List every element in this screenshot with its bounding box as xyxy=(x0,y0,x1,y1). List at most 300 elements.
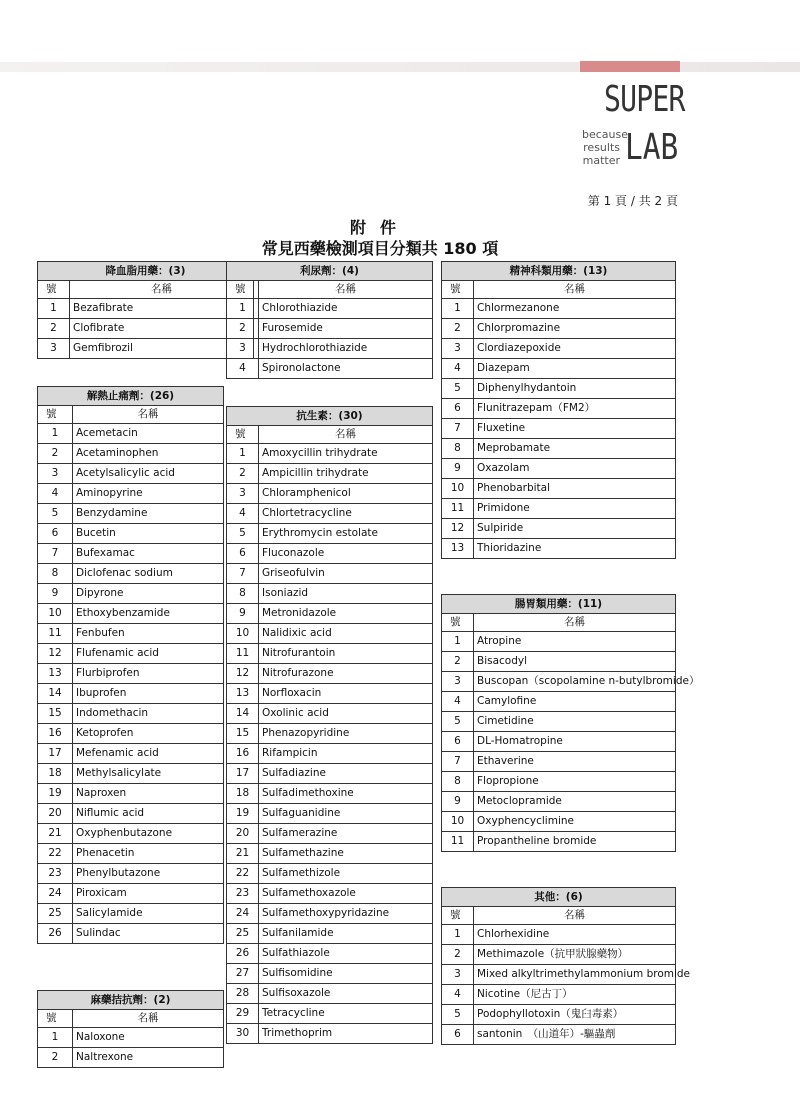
drug-name: Ethaverine xyxy=(474,752,676,772)
drug-name: Chlorpromazine xyxy=(474,319,676,339)
drug-name: Camylofine xyxy=(474,692,676,712)
table-row xyxy=(227,584,433,604)
drug-name: Sulfadimethoxine xyxy=(259,784,433,804)
table-row xyxy=(227,684,433,704)
item-number: 2 xyxy=(227,464,259,484)
table-row xyxy=(227,704,433,724)
drug-name: Methimazole（抗甲狀腺藥物） xyxy=(474,945,676,965)
drug-name: Rifampicin xyxy=(259,744,433,764)
column-header-name: 名稱 xyxy=(474,281,676,299)
item-number: 12 xyxy=(227,664,259,684)
table-row xyxy=(38,724,224,744)
table-row xyxy=(227,484,433,504)
table-row xyxy=(227,464,433,484)
table-row xyxy=(227,444,433,464)
table-row xyxy=(442,1025,676,1045)
item-number: 3 xyxy=(38,339,70,359)
drug-name: Sulfadiazine xyxy=(259,764,433,784)
table-row xyxy=(38,764,224,784)
table-row xyxy=(227,944,433,964)
table-row xyxy=(38,424,224,444)
drug-name: Flufenamic acid xyxy=(73,644,224,664)
item-number: 5 xyxy=(442,712,474,732)
item-number: 6 xyxy=(442,1025,474,1045)
drug-name: Nalidixic acid xyxy=(259,624,433,644)
drug-name: Furosemide xyxy=(259,319,433,339)
drug-name: Phenacetin xyxy=(73,844,224,864)
drug-name: Chlormezanone xyxy=(474,299,676,319)
item-number: 20 xyxy=(227,824,259,844)
item-number: 22 xyxy=(38,844,73,864)
item-number: 10 xyxy=(227,624,259,644)
tagline-line: matter xyxy=(582,154,620,167)
drug-name: Griseofulvin xyxy=(259,564,433,584)
drug-name: Ethoxybenzamide xyxy=(73,604,224,624)
category-title: 其他：(6) xyxy=(442,888,676,907)
table-row xyxy=(442,965,676,985)
drug-name: Sulfamethoxazole xyxy=(259,884,433,904)
drug-name: Gemfibrozil xyxy=(70,339,254,359)
table-row xyxy=(442,399,676,419)
item-number: 17 xyxy=(38,744,73,764)
item-number: 23 xyxy=(38,864,73,884)
drug-name: Acemetacin xyxy=(73,424,224,444)
category-title: 解熱止痛劑：(26) xyxy=(38,387,224,406)
item-number: 28 xyxy=(227,984,259,1004)
item-number: 5 xyxy=(442,1005,474,1025)
item-number: 1 xyxy=(38,424,73,444)
drug-name: Nitrofurazone xyxy=(259,664,433,684)
item-number: 13 xyxy=(38,664,73,684)
item-number: 16 xyxy=(38,724,73,744)
table-row xyxy=(442,652,676,672)
drug-name: Clofibrate xyxy=(70,319,254,339)
drug-name: Diphenylhydantoin xyxy=(474,379,676,399)
table-row xyxy=(227,824,433,844)
table-row xyxy=(227,724,433,744)
table-row xyxy=(38,624,224,644)
item-number: 6 xyxy=(442,399,474,419)
item-number: 8 xyxy=(442,439,474,459)
drug-name: Sulfamethizole xyxy=(259,864,433,884)
logo-super: SUPER xyxy=(604,79,685,120)
drug-name: santonin （山道年）-驅蟲劑 xyxy=(474,1025,676,1045)
drug-name: Phenobarbital xyxy=(474,479,676,499)
item-number: 4 xyxy=(442,359,474,379)
table-row xyxy=(227,624,433,644)
table-row xyxy=(38,484,224,504)
table-row xyxy=(38,804,224,824)
drug-name: Ampicillin trihydrate xyxy=(259,464,433,484)
item-number: 10 xyxy=(442,812,474,832)
table-row xyxy=(442,439,676,459)
table-row xyxy=(227,299,433,319)
logo-accent-bar xyxy=(580,61,680,72)
drug-name: Acetaminophen xyxy=(73,444,224,464)
tagline-line: because xyxy=(582,128,629,141)
table-row xyxy=(442,1005,676,1025)
item-number: 1 xyxy=(442,632,474,652)
item-number: 8 xyxy=(227,584,259,604)
item-number: 2 xyxy=(442,319,474,339)
item-number: 9 xyxy=(38,584,73,604)
item-number: 3 xyxy=(442,672,474,692)
table-row xyxy=(442,945,676,965)
table-row xyxy=(227,844,433,864)
drug-name: Dipyrone xyxy=(73,584,224,604)
drug-name: Piroxicam xyxy=(73,884,224,904)
drug-name: Chlortetracycline xyxy=(259,504,433,524)
item-number: 21 xyxy=(38,824,73,844)
tagline-line: results xyxy=(583,141,620,154)
column-header-name: 名稱 xyxy=(474,907,676,925)
table-row xyxy=(38,584,224,604)
table-row xyxy=(227,604,433,624)
item-number: 11 xyxy=(227,644,259,664)
drug-name: Sulfamerazine xyxy=(259,824,433,844)
table-row xyxy=(442,772,676,792)
drug-name: DL-Homatropine xyxy=(474,732,676,752)
table-row xyxy=(227,904,433,924)
item-number: 2 xyxy=(38,1048,73,1068)
drug-name: Flurbiprofen xyxy=(73,664,224,684)
table-row xyxy=(442,519,676,539)
table-row xyxy=(38,884,224,904)
drug-name: Oxyphenbutazone xyxy=(73,824,224,844)
page-indicator: 第 1 頁 / 共 2 頁 xyxy=(587,194,678,208)
category-title: 降血脂用藥：(3) xyxy=(38,262,254,281)
table-row xyxy=(442,712,676,732)
item-number: 1 xyxy=(227,444,259,464)
item-number: 3 xyxy=(442,339,474,359)
item-number: 7 xyxy=(38,544,73,564)
drug-name: Sulfamethazine xyxy=(259,844,433,864)
column-header-no: 號 xyxy=(38,281,70,299)
item-number: 5 xyxy=(227,524,259,544)
item-number: 30 xyxy=(227,1024,259,1044)
drug-name: Spironolactone xyxy=(259,359,433,379)
drug-name: Atropine xyxy=(474,632,676,652)
table-row xyxy=(442,672,676,692)
table-row xyxy=(442,985,676,1005)
drug-name: Oxolinic acid xyxy=(259,704,433,724)
item-number: 3 xyxy=(227,484,259,504)
table-row xyxy=(442,339,676,359)
item-number: 12 xyxy=(442,519,474,539)
drug-name: Cimetidine xyxy=(474,712,676,732)
item-number: 2 xyxy=(38,444,73,464)
table-row xyxy=(227,564,433,584)
document-subtitle: 附件 xyxy=(349,218,410,237)
item-number: 21 xyxy=(227,844,259,864)
item-number: 26 xyxy=(38,924,73,944)
category-title: 腸胃類用藥：(11) xyxy=(442,595,676,614)
drug-name: Phenazopyridine xyxy=(259,724,433,744)
item-number: 20 xyxy=(38,804,73,824)
item-number: 4 xyxy=(227,359,259,379)
item-number: 7 xyxy=(442,752,474,772)
drug-name: Mixed alkyltrimethylammonium bromide xyxy=(474,965,676,985)
item-number: 11 xyxy=(442,499,474,519)
table-row xyxy=(442,832,676,852)
table-row xyxy=(442,359,676,379)
table-row xyxy=(227,1024,433,1044)
drug-name: Sulfaguanidine xyxy=(259,804,433,824)
item-number: 16 xyxy=(227,744,259,764)
drug-name: Sulfisomidine xyxy=(259,964,433,984)
drug-name: Naloxone xyxy=(73,1028,224,1048)
category-title: 精神科類用藥：(13) xyxy=(442,262,676,281)
table-row xyxy=(38,524,224,544)
table-row xyxy=(38,664,224,684)
item-number: 7 xyxy=(227,564,259,584)
column-header-no: 號 xyxy=(442,907,474,925)
item-number: 9 xyxy=(442,792,474,812)
column-header-name: 名稱 xyxy=(73,406,224,424)
item-number: 18 xyxy=(227,784,259,804)
item-number: 7 xyxy=(442,419,474,439)
item-number: 10 xyxy=(38,604,73,624)
drug-name: Buscopan（scopolamine n-butylbromide） xyxy=(474,672,676,692)
table-row xyxy=(442,299,676,319)
drug-name: Ibuprofen xyxy=(73,684,224,704)
item-number: 6 xyxy=(442,732,474,752)
item-number: 24 xyxy=(38,884,73,904)
table-row xyxy=(38,684,224,704)
item-number: 15 xyxy=(227,724,259,744)
drug-name: Flopropione xyxy=(474,772,676,792)
drug-name: Trimethoprim xyxy=(259,1024,433,1044)
table-row xyxy=(38,319,254,339)
item-number: 29 xyxy=(227,1004,259,1024)
drug-name: Sulpiride xyxy=(474,519,676,539)
table-row xyxy=(38,1048,224,1068)
item-number: 18 xyxy=(38,764,73,784)
drug-name: Fenbufen xyxy=(73,624,224,644)
table-row xyxy=(38,1028,224,1048)
item-number: 24 xyxy=(227,904,259,924)
table-row xyxy=(442,792,676,812)
table-row xyxy=(38,904,224,924)
category-table-analgesic xyxy=(37,386,224,944)
item-number: 1 xyxy=(38,299,70,319)
item-number: 25 xyxy=(38,904,73,924)
table-row xyxy=(227,1004,433,1024)
item-number: 23 xyxy=(227,884,259,904)
drug-name: Isoniazid xyxy=(259,584,433,604)
item-number: 4 xyxy=(38,484,73,504)
table-row xyxy=(442,732,676,752)
category-table-other xyxy=(441,887,691,1045)
drug-name: Bezafibrate xyxy=(70,299,254,319)
drug-name: Salicylamide xyxy=(73,904,224,924)
column-header-name: 名稱 xyxy=(474,614,676,632)
drug-name: Sulfathiazole xyxy=(259,944,433,964)
drug-name: Primidone xyxy=(474,499,676,519)
item-number: 9 xyxy=(442,459,474,479)
item-number: 1 xyxy=(442,299,474,319)
drug-name: Methylsalicylate xyxy=(73,764,224,784)
column-header-no: 號 xyxy=(38,406,73,424)
column-header-name: 名稱 xyxy=(259,281,433,299)
logo-tagline xyxy=(582,128,629,167)
item-number: 11 xyxy=(442,832,474,852)
table-row xyxy=(227,544,433,564)
table-row xyxy=(227,864,433,884)
table-row xyxy=(38,544,224,564)
drug-name: Amoxycillin trihydrate xyxy=(259,444,433,464)
table-row xyxy=(442,539,676,559)
item-number: 15 xyxy=(38,704,73,724)
drug-name: Aminopyrine xyxy=(73,484,224,504)
item-number: 1 xyxy=(227,299,259,319)
table-row xyxy=(38,924,224,944)
category-title: 利尿劑：(4) xyxy=(227,262,433,281)
item-number: 5 xyxy=(38,504,73,524)
table-row xyxy=(38,744,224,764)
table-row xyxy=(227,784,433,804)
drug-name: Tetracycline xyxy=(259,1004,433,1024)
table-row xyxy=(38,339,254,359)
table-row xyxy=(227,644,433,664)
item-number: 6 xyxy=(227,544,259,564)
table-row xyxy=(442,812,676,832)
drug-name: Oxazolam xyxy=(474,459,676,479)
drug-name: Sulfisoxazole xyxy=(259,984,433,1004)
drug-name: Nicotine（尼古丁） xyxy=(474,985,676,1005)
drug-name: Chlorothiazide xyxy=(259,299,433,319)
table-row xyxy=(227,924,433,944)
drug-name: Thioridazine xyxy=(474,539,676,559)
column-header-no: 號 xyxy=(442,614,474,632)
column-header-name: 名稱 xyxy=(73,1010,224,1028)
item-number: 2 xyxy=(227,319,259,339)
drug-name: Metronidazole xyxy=(259,604,433,624)
item-number: 4 xyxy=(442,692,474,712)
table-row xyxy=(442,419,676,439)
column-header-name: 名稱 xyxy=(259,426,433,444)
item-number: 10 xyxy=(442,479,474,499)
table-row xyxy=(442,925,676,945)
drug-name: Bufexamac xyxy=(73,544,224,564)
table-row xyxy=(227,524,433,544)
drug-name: Hydrochlorothiazide xyxy=(259,339,433,359)
item-number: 19 xyxy=(38,784,73,804)
drug-name: Podophyllotoxin（鬼臼毒素） xyxy=(474,1005,676,1025)
logo-lab: LAB xyxy=(625,127,679,168)
drug-name: Naproxen xyxy=(73,784,224,804)
table-row xyxy=(227,339,433,359)
category-table-lipid xyxy=(37,261,254,359)
table-row xyxy=(38,844,224,864)
item-number: 17 xyxy=(227,764,259,784)
item-number: 14 xyxy=(227,704,259,724)
category-table-narcotic xyxy=(37,990,224,1068)
drug-name: Phenylbutazone xyxy=(73,864,224,884)
table-row xyxy=(227,804,433,824)
table-row xyxy=(38,824,224,844)
item-number: 14 xyxy=(38,684,73,704)
drug-name: Diclofenac sodium xyxy=(73,564,224,584)
table-row xyxy=(442,479,676,499)
drug-name: Oxyphencyclimine xyxy=(474,812,676,832)
table-row xyxy=(227,984,433,1004)
category-table-psych xyxy=(441,261,676,559)
item-number: 4 xyxy=(442,985,474,1005)
item-number: 27 xyxy=(227,964,259,984)
table-row xyxy=(442,379,676,399)
table-row xyxy=(227,964,433,984)
drug-name: Erythromycin estolate xyxy=(259,524,433,544)
item-number: 13 xyxy=(227,684,259,704)
item-number: 19 xyxy=(227,804,259,824)
drug-name: Flunitrazepam（FM2） xyxy=(474,399,676,419)
table-row xyxy=(38,704,224,724)
item-number: 9 xyxy=(227,604,259,624)
drug-name: Fluxetine xyxy=(474,419,676,439)
item-number: 8 xyxy=(442,772,474,792)
category-table-antibiotic xyxy=(226,406,433,1044)
item-number: 3 xyxy=(442,965,474,985)
table-row xyxy=(227,884,433,904)
item-number: 3 xyxy=(227,339,259,359)
table-row xyxy=(38,464,224,484)
table-row xyxy=(38,864,224,884)
category-table-diuretic xyxy=(226,261,433,379)
item-number: 11 xyxy=(38,624,73,644)
item-number: 12 xyxy=(38,644,73,664)
drug-name: Ketoprofen xyxy=(73,724,224,744)
table-row xyxy=(38,444,224,464)
drug-name: Nitrofurantoin xyxy=(259,644,433,664)
drug-name: Benzydamine xyxy=(73,504,224,524)
table-row xyxy=(227,319,433,339)
item-number: 25 xyxy=(227,924,259,944)
table-row xyxy=(227,504,433,524)
table-row xyxy=(38,564,224,584)
drug-name: Naltrexone xyxy=(73,1048,224,1068)
drug-name: Mefenamic acid xyxy=(73,744,224,764)
item-number: 2 xyxy=(442,652,474,672)
table-row xyxy=(442,752,676,772)
drug-name: Niflumic acid xyxy=(73,804,224,824)
drug-name: Sulfanilamide xyxy=(259,924,433,944)
table-row xyxy=(38,299,254,319)
table-row xyxy=(227,664,433,684)
category-table-gi xyxy=(441,594,700,852)
drug-name: Metoclopramide xyxy=(474,792,676,812)
drug-name: Clordiazepoxide xyxy=(474,339,676,359)
column-header-name: 名稱 xyxy=(70,281,254,299)
item-number: 26 xyxy=(227,944,259,964)
drug-name: Sulindac xyxy=(73,924,224,944)
category-title: 抗生素：(30) xyxy=(227,407,433,426)
table-row xyxy=(38,784,224,804)
table-row xyxy=(442,632,676,652)
column-header-no: 號 xyxy=(442,281,474,299)
table-row xyxy=(442,459,676,479)
table-row xyxy=(442,319,676,339)
table-row xyxy=(38,604,224,624)
drug-name: Fluconazole xyxy=(259,544,433,564)
top-band xyxy=(0,62,800,72)
drug-name: Bucetin xyxy=(73,524,224,544)
drug-name: Chlorhexidine xyxy=(474,925,676,945)
table-row xyxy=(38,644,224,664)
table-row xyxy=(38,504,224,524)
column-header-no: 號 xyxy=(38,1010,73,1028)
table-row xyxy=(227,359,433,379)
